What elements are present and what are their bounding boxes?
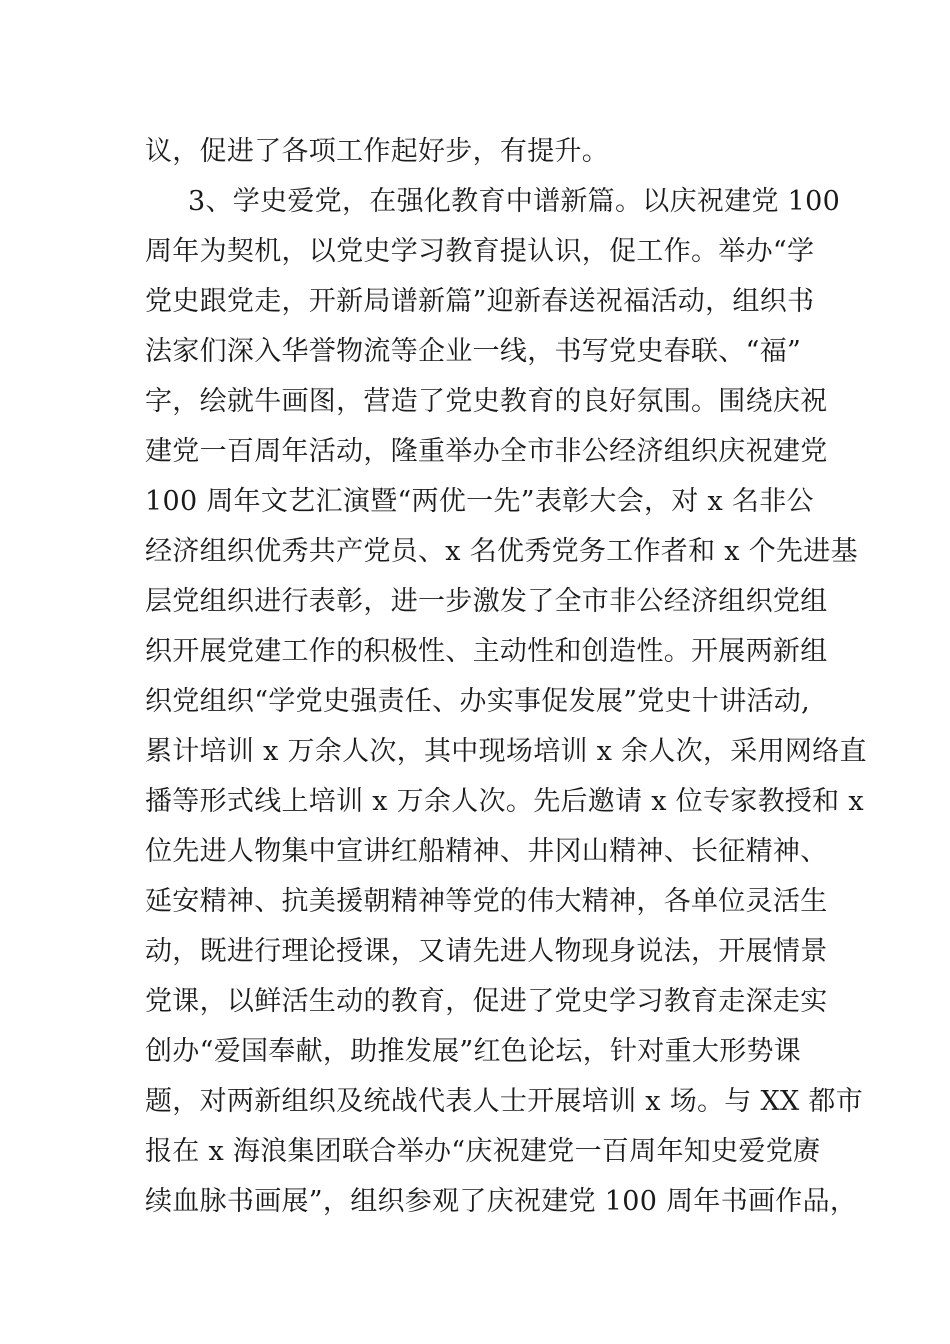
- text-line: 续血脉书画展”，组织参观了庆祝建党 100 周年书画作品，: [145, 1186, 858, 1217]
- text-line: 织开展党建工作的积极性、主动性和创造性。开展两新组: [145, 636, 828, 667]
- text-line: 创办“爱国奉献，助推发展”红色论坛，针对重大形势课: [145, 1036, 802, 1067]
- text-line: 字，绘就牛画图，营造了党史教育的良好氛围。围绕庆祝: [145, 386, 828, 417]
- text-line: 位先进人物集中宣讲红船精神、井冈山精神、长征精神、: [145, 836, 828, 867]
- text-line: 党课，以鲜活生动的教育，促进了党史学习教育走深走实: [145, 986, 828, 1017]
- text-line: 法家们深入华誉物流等企业一线，书写党史春联、“福”: [145, 336, 802, 367]
- text-line: 动，既进行理论授课，又请先进人物现身说法，开展情景: [145, 936, 828, 967]
- text-line: 经济组织优秀共产党员、x 名优秀党务工作者和 x 个先进基: [145, 536, 858, 567]
- text-line: 题，对两新组织及统战代表人士开展培训 x 场。与 XX 都市: [145, 1086, 863, 1117]
- text-line: 建党一百周年活动，隆重举办全市非公经济组织庆祝建党: [145, 436, 828, 467]
- text-line: 播等形式线上培训 x 万余人次。先后邀请 x 位专家教授和 x: [145, 786, 864, 817]
- section-heading-line: 3、学史爱党，在强化教育中谱新篇。以庆祝建党 100: [188, 186, 841, 217]
- text-line: 织党组织“学党史强责任、办实事促发展”党史十讲活动,: [145, 686, 810, 717]
- text-line: 100 周年文艺汇演暨“两优一先”表彰大会，对 x 名非公: [145, 486, 814, 517]
- text-line: 延安精神、抗美援朝精神等党的伟大精神，各单位灵活生: [145, 886, 828, 917]
- body-text: [145, 127, 867, 1227]
- text-line: 党史跟党走，开新局谱新篇”迎新春送祝福活动，组织书: [145, 286, 815, 317]
- text-line: 周年为契机，以党史学习教育提认识，促工作。举办“学: [145, 236, 815, 267]
- text-line: 层党组织进行表彰，进一步激发了全市非公经济组织党组: [145, 586, 828, 617]
- text-line: 议，促进了各项工作起好步，有提升。: [145, 136, 610, 167]
- text-line: 报在 x 海浪集团联合举办“庆祝建党一百周年知史爱党赓: [145, 1136, 821, 1167]
- text-line: 累计培训 x 万余人次，其中现场培训 x 余人次，采用网络直: [145, 736, 867, 767]
